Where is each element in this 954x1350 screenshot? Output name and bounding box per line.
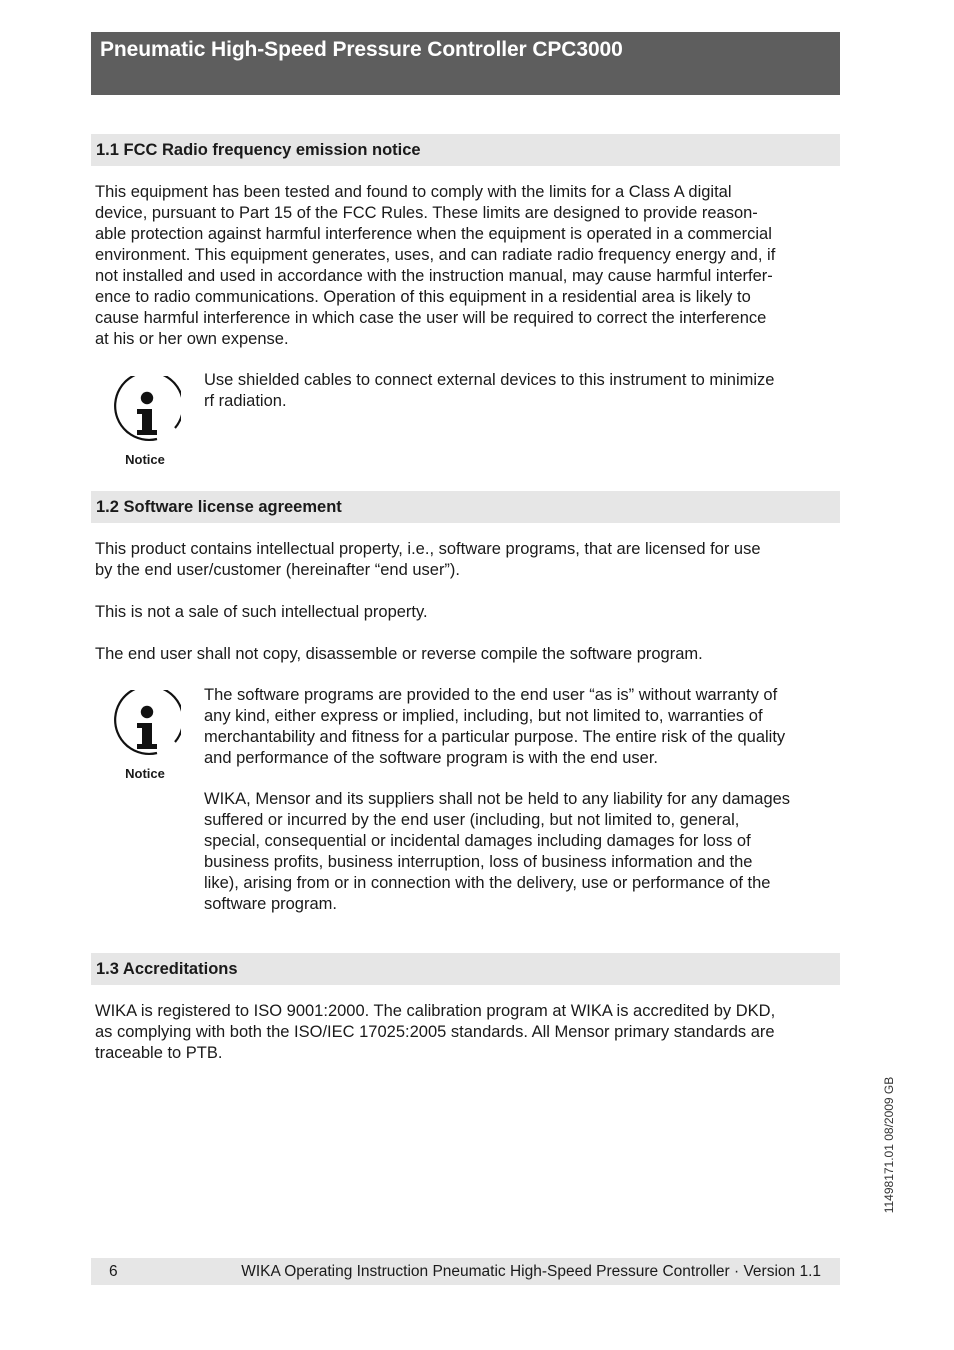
- page-number: 6: [109, 1263, 118, 1280]
- text-line: able protection against harmful interference when the equipment is operated in a commercial: [95, 225, 772, 243]
- section-heading-software: [91, 491, 840, 523]
- license-paragraph-2: [95, 602, 840, 623]
- fcc-paragraph: [95, 182, 840, 350]
- document-code-text: 11498171.01 08/2009 GB: [882, 1076, 896, 1214]
- text-line: special, consequential or incidental damages including damages for loss of: [204, 832, 751, 850]
- text-line: rf radiation.: [204, 392, 287, 410]
- text-line: WIKA, Mensor and its suppliers shall not be held to any liability for any damages: [204, 790, 791, 808]
- section-heading-text: 1.2 Software license agreement: [96, 498, 342, 516]
- text-line: The software programs are provided to the end user “as is” without warranty of: [204, 686, 778, 704]
- text-line: cause harmful interference in which case the user will be required to correct the interference: [95, 309, 767, 327]
- text-line: traceable to PTB.: [95, 1044, 223, 1062]
- text-line: business profits, business interruption, loss of business information and the: [204, 853, 753, 871]
- text-line: merchantability and fitness for a particular purpose. The entire risk of the quality: [204, 728, 786, 746]
- text-line: at his or her own expense.: [95, 330, 289, 348]
- text-line: The end user shall not copy, disassemble or reverse compile the software program.: [95, 645, 703, 663]
- text-line: like), arising from or in connection with the delivery, use or performance of the: [204, 874, 771, 892]
- notice-label: Notice: [125, 766, 165, 781]
- accreditations-paragraph: [95, 1001, 840, 1064]
- text-line: by the end user/customer (hereinafter “end user”).: [95, 561, 461, 579]
- page-footer: [91, 1258, 840, 1285]
- text-line: software program.: [204, 895, 337, 913]
- text-line: suffered or incurred by the end user (including, but not limited to, general,: [204, 811, 740, 829]
- notice-label: Notice: [125, 452, 165, 467]
- section-heading-text: 1.3 Accreditations: [96, 960, 238, 978]
- section-heading-fcc: [91, 134, 840, 166]
- page-header: [91, 32, 840, 95]
- info-icon: [109, 376, 181, 446]
- info-icon: [109, 690, 181, 760]
- page-title: Pneumatic High-Speed Pressure Controller CPC3000: [100, 38, 623, 61]
- notice-text-software-2: [204, 789, 840, 915]
- text-line: Use shielded cables to connect external devices to this instrument to minimize: [204, 371, 775, 389]
- section-heading-text: 1.1 FCC Radio frequency emission notice: [96, 141, 421, 159]
- section-heading-accreditations: [91, 953, 840, 985]
- notice-block-fcc: [108, 376, 182, 467]
- text-line: not installed and used in accordance with the instruction manual, may cause harmful interfer-: [95, 267, 773, 285]
- notice-text-software-1: [204, 685, 840, 769]
- text-line: ence to radio communications. Operation of this equipment in a residential area is likely to: [95, 288, 751, 306]
- text-line: This product contains intellectual property, i.e., software programs, that are licensed for use: [95, 540, 761, 558]
- text-line: as complying with both the ISO/IEC 17025:2005 standards. All Mensor primary standards are: [95, 1023, 775, 1041]
- license-paragraph-1: [95, 539, 840, 581]
- text-line: device, pursuant to Part 15 of the FCC Rules. These limits are designed to provide reason-: [95, 204, 758, 222]
- text-line: WIKA is registered to ISO 9001:2000. The calibration program at WIKA is accredited by DKD,: [95, 1002, 776, 1020]
- text-line: environment. This equipment generates, uses, and can radiate radio frequency energy and, if: [95, 246, 776, 264]
- text-line: This is not a sale of such intellectual property.: [95, 603, 428, 621]
- footer-text: WIKA Operating Instruction Pneumatic High-Speed Pressure Controller · Version 1.1: [241, 1263, 821, 1280]
- notice-block-software: [108, 690, 182, 781]
- license-paragraph-3: [95, 644, 840, 665]
- text-line: any kind, either express or implied, including, but not limited to, warranties of: [204, 707, 763, 725]
- notice-text-fcc: [204, 370, 840, 412]
- text-line: and performance of the software program is with the end user.: [204, 749, 658, 767]
- text-line: This equipment has been tested and found to comply with the limits for a Class A digital: [95, 183, 732, 201]
